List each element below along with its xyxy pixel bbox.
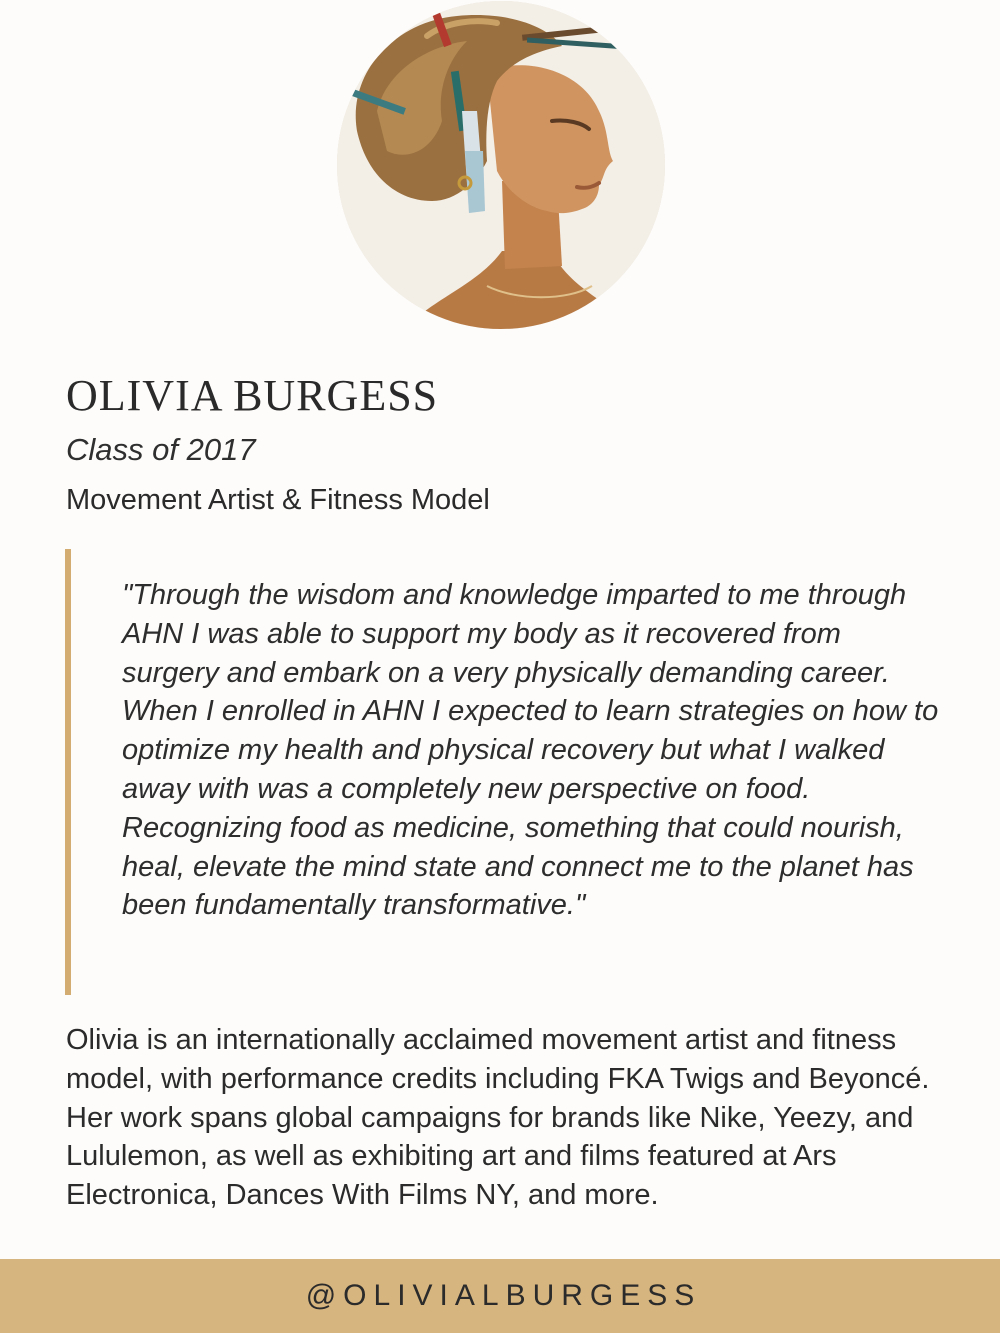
social-handle-banner	[0, 1259, 1000, 1333]
person-name: OLIVIA BURGESS	[66, 371, 439, 420]
profile-photo	[337, 1, 665, 329]
social-handle-link[interactable]: @OLIVIALBURGESS	[305, 1279, 702, 1312]
quote-divider	[65, 549, 71, 995]
portrait-illustration	[337, 1, 665, 329]
class-year: Class of 2017	[66, 432, 256, 467]
bio-paragraph: Olivia is an internationally acclaimed movement artist and fitness model, with performance credits including FKA Twigs and Beyoncé. Her work spans global campaigns for brands like Nike, Yeezy, and Lululemon, as well as exhibiting art and films featured at Ars Electronica, Dances With Films NY, and more.	[66, 1024, 930, 1212]
testimonial-quote: "Through the wisdom and knowledge imparted to me through AHN I was able to support my body as it recovered from surgery and embark on a very physically demanding career. When I enrolled in AHN I expected to learn strategies on how to optimize my health and physical recovery but what I walked away with was a completely new perspective on food. Recognizing food as medicine, something that could nourish, heal, elevate the mind state and connect me to the planet has been fundamentally transformative."	[122, 579, 939, 922]
person-role: Movement Artist & Fitness Model	[66, 484, 490, 516]
